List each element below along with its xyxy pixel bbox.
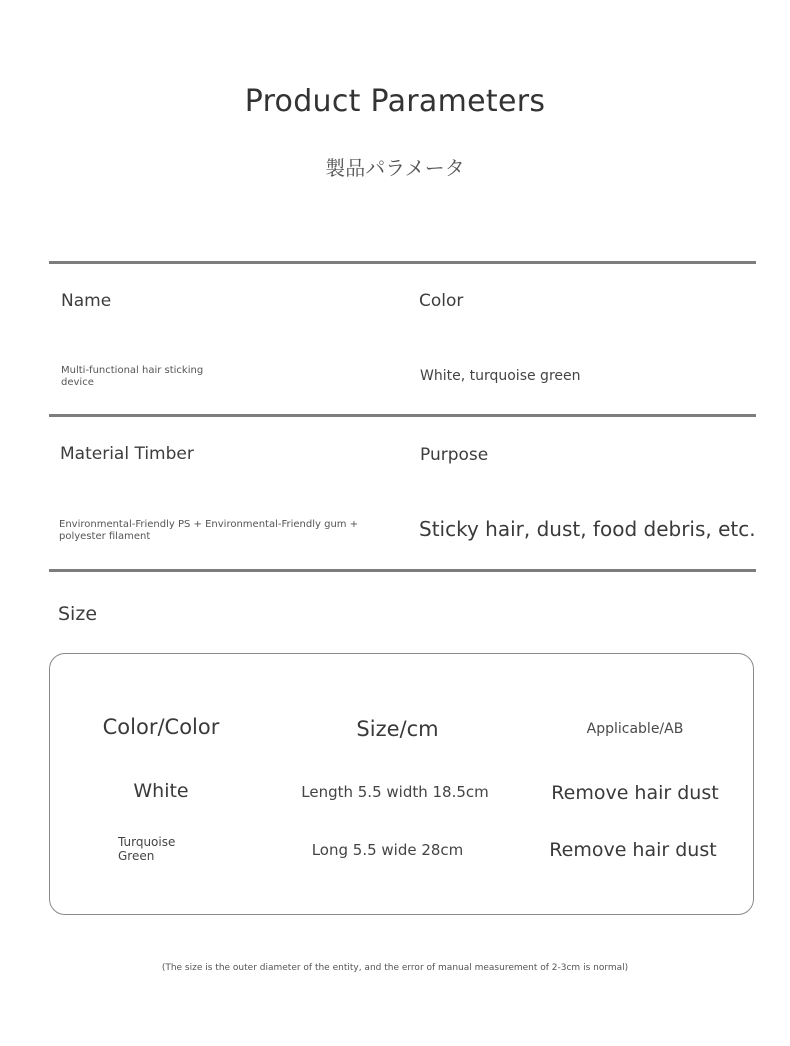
size-row2-size: Long 5.5 wide 28cm [311,841,464,859]
page-subtitle: 製品パラメータ [325,156,465,180]
material-label: Material Timber [60,444,194,464]
size-label: Size [58,603,98,625]
page-title: Product Parameters [244,84,546,119]
material-value: Environmental-Friendly PS + Environmental-Friendly gum + polyester filament [59,519,359,542]
size-row1-size: Length 5.5 width 18.5cm [301,783,489,801]
name-value: Multi-functional hair sticking device [61,365,204,388]
size-row1-use: Remove hair dust [551,782,719,804]
size-row2-color: Turquoise Green [118,835,176,863]
divider-top [49,261,756,264]
size-row1-color: White [133,780,189,802]
size-header-applicable: Applicable/AB [586,721,684,737]
size-header-size: Size/cm [356,717,439,741]
name-label: Name [61,291,112,311]
size-table [49,653,754,915]
size-row2-use: Remove hair dust [549,839,717,861]
size-header-color: Color/Color [102,715,220,739]
purpose-value: Sticky hair, dust, food debris, etc. [419,517,756,541]
color-label: Color [419,291,464,311]
color-value: White, turquoise green [420,368,581,384]
footnote: (The size is the outer diameter of the entity, and the error of manual measurement of 2-3cm is normal) [161,963,629,973]
divider-bottom [49,569,756,572]
purpose-label: Purpose [420,445,489,465]
divider-middle [49,414,756,417]
